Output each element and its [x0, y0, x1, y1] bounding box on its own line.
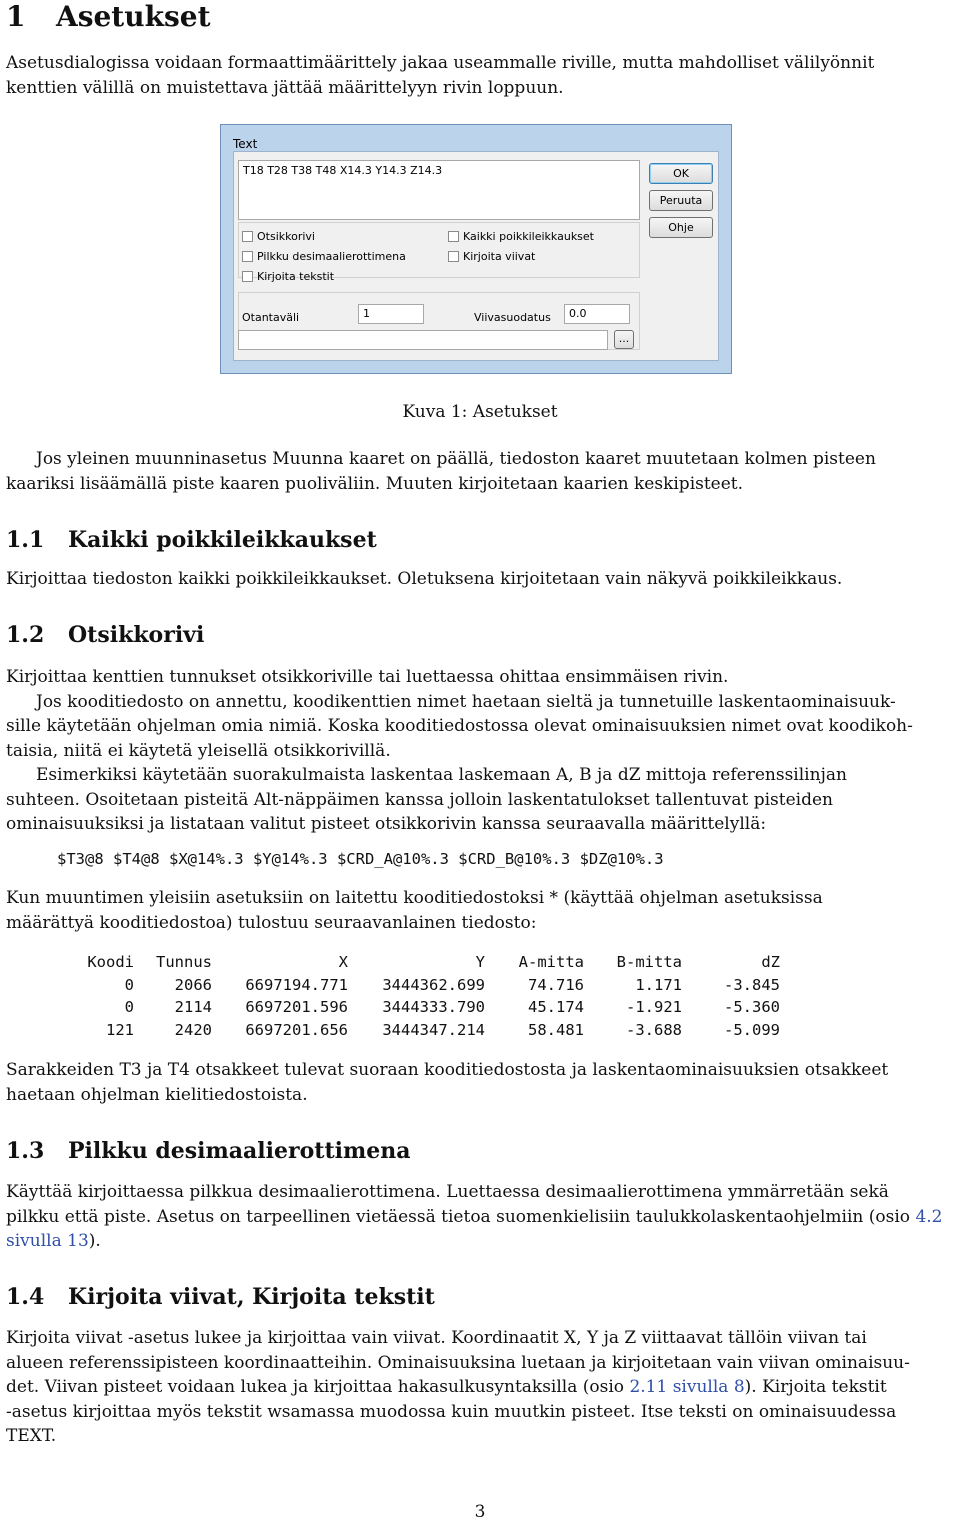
table-cell: -1.921	[626, 998, 682, 1017]
figure-caption: Kuva 1: Asetukset	[402, 402, 558, 422]
section-1-1-heading	[6, 527, 377, 553]
table-cell: 3444333.790	[382, 998, 485, 1017]
section-1-3-text	[6, 1180, 942, 1254]
table-cell: -3.688	[626, 1021, 682, 1040]
table-cell: 6697194.771	[245, 975, 348, 994]
table-cell: 45.174	[528, 998, 584, 1017]
section-1-2-paragraphs	[6, 665, 913, 837]
section-title: Kirjoita viivat, Kirjoita tekstit	[68, 1284, 435, 1310]
cancel-button[interactable]: Peruuta	[649, 190, 713, 211]
browse-button[interactable]: ...	[614, 330, 634, 349]
table-cell: 74.716	[528, 975, 584, 994]
text-line	[6, 1229, 942, 1254]
checkbox-label: Pilkku desimaalierottimena	[257, 250, 406, 263]
dialog-body	[233, 151, 719, 361]
section-1-2-p4	[6, 886, 823, 935]
text-line	[6, 1205, 942, 1230]
section-1-2-heading	[6, 622, 204, 648]
text-line: taisia, niitä ei käytetä yleisellä otsikkorivillä.	[6, 740, 391, 761]
text-run: pilkku että piste. Asetus on tarpeellinen vietäessä tietoa suomenkielisiin taulukkolaskentaohjelmiin (osio	[6, 1206, 916, 1227]
section-1-4-text	[6, 1326, 910, 1449]
checkbox-label: Kirjoita viivat	[463, 250, 536, 263]
table-header-cell: Tunnus	[156, 953, 212, 971]
line-filter-label: Viivasuodatus	[474, 311, 551, 324]
text-line: kenttien välillä on muistettava jättää määrittelyyn rivin loppuun.	[6, 77, 564, 98]
section-number: 1.1	[6, 527, 45, 553]
table-row	[84, 996, 780, 1019]
text-run: ).	[88, 1231, 101, 1251]
text-line: määrättyä kooditiedostoa) tulostuu seuraavanlainen tiedosto:	[6, 912, 537, 933]
text-line: Kun muuntimen yleisiin asetuksiin on laitettu kooditiedostoksi * (käyttää ohjelman asetuksissa	[6, 888, 823, 908]
table-cell: 3444362.699	[382, 975, 485, 994]
all-sections-checkbox[interactable]	[448, 230, 594, 243]
table-cell: 2114	[174, 998, 212, 1017]
write-texts-checkbox[interactable]	[242, 270, 334, 283]
arcs-paragraph	[6, 447, 876, 496]
table-header-cell: Koodi	[87, 953, 134, 971]
table-cell: 6697201.596	[245, 998, 348, 1017]
text-line: TEXT.	[6, 1426, 57, 1446]
text-line: Kirjoita viivat -asetus lukee ja kirjoittaa vain viivat. Koordinaatit X, Y ja Z viittaavat tällöin viivan tai	[6, 1328, 867, 1348]
page-link[interactable]: sivulla 13	[6, 1231, 89, 1251]
text-line: Käyttää kirjoittaessa pilkkua desimaalierottimena. Luettaessa desimaalierottimena ymmärretään sekä	[6, 1182, 889, 1202]
table-cell: 6697201.656	[245, 1021, 348, 1040]
dialog-title: Text	[233, 137, 258, 151]
checkbox-box[interactable]	[242, 231, 253, 242]
section-title: Kaikki poikkileikkaukset	[68, 527, 377, 553]
sampling-label: Otantaväli	[242, 311, 300, 324]
text-line: Sarakkeiden T3 ja T4 otsakkeet tulevat suoraan kooditiedostosta ja laskentaominaisuuksien otsakkeet	[6, 1060, 889, 1080]
table-cell: 121	[106, 1021, 134, 1040]
table-cell: 3444347.214	[382, 1021, 485, 1040]
page-number: 3	[474, 1502, 486, 1522]
format-text-area[interactable]: T18 T28 T38 T48 X14.3 Y14.3 Z14.3	[238, 160, 640, 220]
checkbox-label: Kirjoita tekstit	[257, 270, 335, 283]
text-line: kaariksi lisäämällä piste kaaren puoliväliin. Muuten kirjoitetaan kaarien keskipisteet.	[6, 473, 744, 494]
checkbox-box[interactable]	[448, 231, 459, 242]
text-line	[6, 1375, 910, 1400]
section-1-4-heading	[6, 1284, 435, 1310]
text-line: haetaan ohjelman kielitiedostoista.	[6, 1084, 308, 1105]
section-number: 1.4	[6, 1284, 45, 1310]
text-line: Esimerkiksi käytetään suorakulmaista laskentaa laskemaan A, B ja dZ mittoja referenssilinjan	[36, 765, 847, 785]
table-row	[84, 1019, 780, 1042]
table-header-cell: B-mitta	[616, 953, 682, 971]
section-number: 1.3	[6, 1138, 45, 1164]
checkbox-label: Otsikkorivi	[257, 230, 315, 243]
section-number: 1	[6, 0, 26, 33]
section-link[interactable]: 4.2	[915, 1206, 943, 1227]
settings-dialog	[220, 124, 732, 374]
table-cell: 0	[124, 998, 134, 1017]
table-cell: 1.171	[635, 975, 682, 994]
headers-checkbox[interactable]	[242, 230, 315, 243]
sampling-input[interactable]: 1	[358, 304, 424, 324]
table-header-row	[84, 951, 780, 974]
text-line: -asetus kirjoittaa myös tekstit wsamassa muodossa kuin muutkin pisteet. Itse teksti on ominaisuudessa	[6, 1401, 897, 1422]
table-row	[84, 974, 780, 997]
line-filter-input[interactable]: 0.0	[564, 304, 630, 324]
section-link[interactable]: 2.11 sivulla 8	[629, 1377, 745, 1397]
section-1-1-text: Kirjoittaa tiedoston kaikki poikkileikkaukset. Oletuksena kirjoitetaan vain näkyvä poikkileikkaus.	[6, 569, 843, 589]
checkbox-box[interactable]	[448, 251, 459, 262]
output-table	[84, 951, 780, 1042]
table-header-cell: dZ	[761, 953, 780, 971]
checkbox-box[interactable]	[242, 251, 253, 262]
table-cell: 58.481	[528, 1021, 584, 1040]
text-run: det. Viivan pisteet voidaan lukea ja kirjoittaa hakasulkusyntaksilla (osio	[6, 1377, 630, 1397]
table-header-cell: A-mitta	[518, 953, 584, 971]
text-line: ominaisuuksiksi ja listataan valitut pisteet otsikkorivin kanssa seuraavalla määrittelyllä:	[6, 814, 767, 834]
path-input[interactable]	[238, 330, 608, 350]
section-number: 1.2	[6, 622, 45, 648]
write-lines-checkbox[interactable]	[448, 250, 535, 263]
text-line: alueen referenssipisteen koordinaatteihin. Ominaisuuksina luetaan ja kirjoitetaan vain viivan ominaisuu-	[6, 1352, 910, 1373]
help-button[interactable]: Ohje	[649, 217, 713, 238]
text-line: Kirjoittaa kenttien tunnukset otsikkoriville tai luettaessa ohittaa ensimmäisen rivin.	[6, 667, 729, 687]
table-cell: -5.099	[724, 1021, 780, 1040]
section-1-3-heading	[6, 1138, 411, 1164]
table-cell: -5.360	[724, 998, 780, 1017]
section-title: Asetukset	[56, 0, 211, 33]
section-title: Pilkku desimaalierottimena	[68, 1138, 411, 1164]
checkbox-box[interactable]	[242, 271, 253, 282]
table-cell: -3.845	[724, 975, 780, 994]
table-cell: 2420	[174, 1021, 212, 1040]
ok-button[interactable]: OK	[649, 163, 713, 184]
table-header-cell: Y	[475, 953, 485, 971]
text-run: ). Kirjoita tekstit	[744, 1377, 887, 1397]
checkbox-label: Kaikki poikkileikkaukset	[463, 230, 594, 243]
table-header-cell: X	[338, 953, 348, 971]
format-code-line: $T3@8 $T4@8 $X@14%.3 $Y@14%.3 $CRD_A@10%.3 $CRD_B@10%.3 $DZ@10%.3	[57, 850, 664, 868]
decimal-comma-checkbox[interactable]	[242, 250, 406, 263]
text-line: Jos yleinen muunninasetus Muunna kaaret on päällä, tiedoston kaaret muutetaan kolmen pisteen	[36, 449, 876, 469]
table-cell: 0	[124, 975, 134, 994]
text-line: Asetusdialogissa voidaan formaattimäärittely jakaa useammalle riville, mutta mahdolliset välilyönnit	[6, 53, 875, 73]
text-line: suhteen. Osoitetaan pisteitä Alt-näppäimen kanssa jolloin laskentatulokset tallentuvat pisteiden	[6, 789, 833, 810]
section-1-2-p5	[6, 1058, 888, 1107]
text-line: Jos kooditiedosto on annettu, koodikenttien nimet haetaan sieltä ja tunnetuille laskentaominaisuuk-	[36, 691, 896, 712]
text-line: sille käytetään ohjelman omia nimiä. Koska kooditiedostossa olevat ominaisuuksien nimet ovat koodikoh-	[6, 716, 913, 736]
section-title: Otsikkorivi	[68, 622, 205, 648]
section-1-heading	[6, 0, 211, 33]
table-cell: 2066	[174, 975, 212, 994]
section-1-intro	[6, 51, 874, 100]
